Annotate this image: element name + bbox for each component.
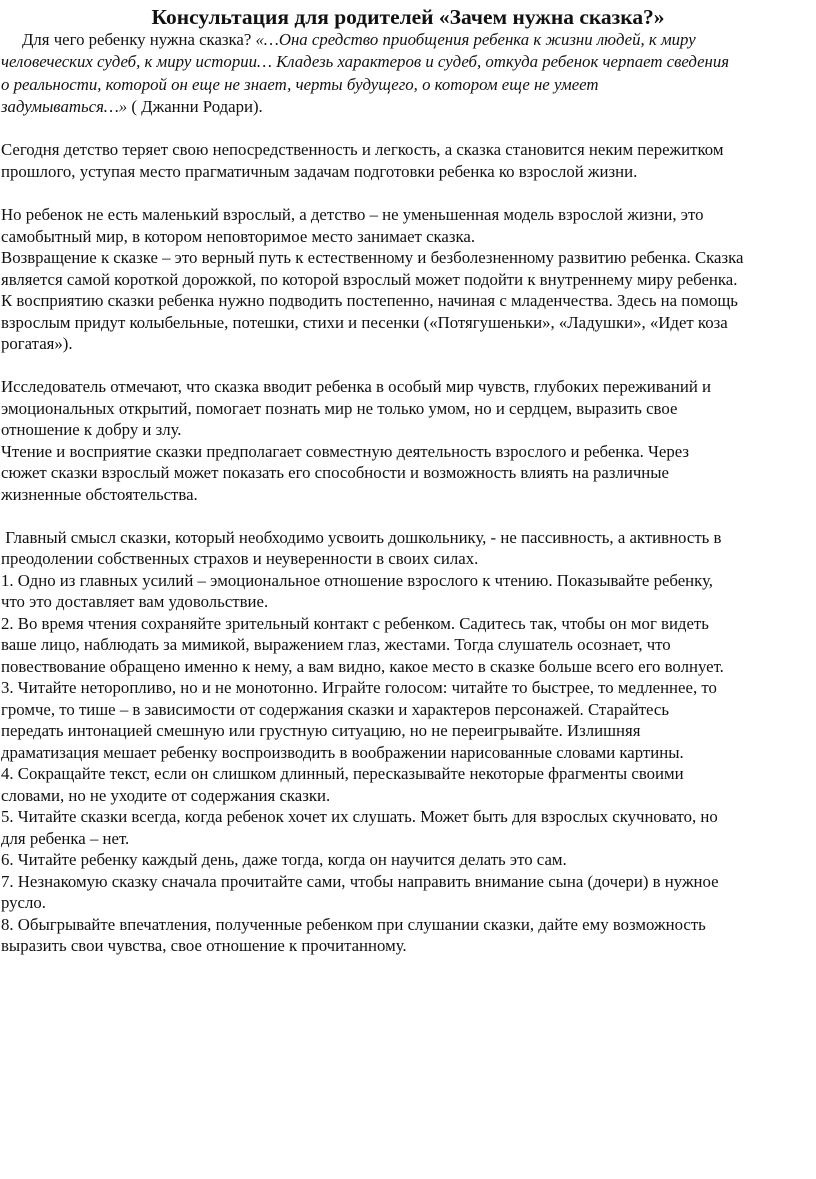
list-item: 8. Обыгрывайте впечатления, полученные ребенком при слушании сказки, дайте ему возможность — [1, 915, 706, 934]
list-item: 6. Читайте ребенку каждый день, даже тогда, когда он научится делать это сам. — [1, 850, 567, 869]
list-item-cont: для ребенка – нет. — [1, 829, 130, 848]
list-item: 2. Во время чтения сохраняйте зрительный контакт с ребенком. Садитесь так, чтобы он мог видеть — [1, 614, 709, 633]
list-item-cont: передать интонацией смешную или грустную ситуацию, но не переигрывайте. Излишняя — [1, 721, 641, 740]
list-item: 7. Незнакомую сказку сначала прочитайте сами, чтобы направить внимание сына (дочери) в нужное — [1, 872, 719, 891]
text-line: Исследователь отмечают, что сказка вводит ребенка в особый мир чувств, глубоких переживаний и — [1, 377, 712, 396]
text-line: Главный смысл сказки, который необходимо усвоить дошкольнику, - не пассивность, а активность в — [1, 528, 722, 547]
text-line: взрослым придут колыбельные, потешки, стихи и песенки («Потягушеньки», «Ладушки», «Идет коза — [1, 313, 728, 332]
list-item-cont: драматизация мешает ребенку воспроизводить в воображении нарисованные словами картины. — [1, 743, 684, 762]
text-line: является самой короткой дорожкой, по которой взрослый может подойти к внутреннему миру ребенка. — [1, 270, 738, 289]
text-line: самобытный мир, в котором неповторимое место занимает сказка. — [1, 227, 476, 246]
list-item: 5. Читайте сказки всегда, когда ребенок хочет их слушать. Может быть для взрослых скучновато, но — [1, 807, 718, 826]
intro-line-2: человеческих судеб, к миру истории… Кладезь характеров и судеб, откуда ребенок черпает сведения — [1, 52, 730, 71]
intro-question: Для чего ребенку нужна сказка? — [1, 30, 256, 49]
text-line: сюжет сказки взрослый может показать его способности и возможность влиять на различные — [1, 463, 669, 482]
text-line: преодолении собственных страхов и неуверенности в своих силах. — [1, 549, 479, 568]
text-line: Но ребенок не есть маленький взрослый, а детство – не уменьшенная модель взрослой жизни, это — [1, 205, 704, 224]
intro-line-1 — [1, 29, 696, 51]
text-line: К восприятию сказки ребенка нужно подводить постепенно, начиная с младенчества. Здесь на помощь — [1, 291, 738, 310]
text-line: Сегодня детство теряет свою непосредственность и легкость, а сказка становится неким пережитком — [1, 140, 724, 159]
intro-author: ( Джанни Родари). — [127, 97, 263, 116]
text-line: Возвращение к сказке – это верный путь к естественному и безболезненному развитию ребенка. Сказка — [1, 248, 744, 267]
intro-quote-start: «…Она средство приобщения ребенка к жизни людей, к миру — [255, 30, 696, 49]
list-item-cont: словами, но не уходите от содержания сказки. — [1, 786, 331, 805]
intro-line-4 — [1, 96, 263, 118]
list-item-cont: громче, то тише – в зависимости от содержания сказки и характеров персонажей. Старайтесь — [1, 700, 670, 719]
text-line: рогатая»). — [1, 334, 73, 353]
page-title: Консультация для родителей «Зачем нужна сказка?» — [151, 5, 665, 29]
list-item-cont: что это доставляет вам удовольствие. — [1, 592, 269, 611]
list-item: 1. Одно из главных усилий – эмоциональное отношение взрослого к чтению. Показывайте ребенку, — [1, 571, 713, 590]
text-line: отношение к добру и злу. — [1, 420, 182, 439]
intro-line-3: о реальности, которой он еще не знает, черты будущего, о котором еще не умеет — [1, 75, 599, 94]
list-item-cont: ваше лицо, наблюдать за мимикой, выражением глаз, жестами. Тогда слушатель осознает, что — [1, 635, 671, 654]
text-line: жизненные обстоятельства. — [1, 485, 198, 504]
list-item: 3. Читайте неторопливо, но и не монотонно. Играйте голосом: читайте то быстрее, то медленнее, то — [1, 678, 717, 697]
text-line: эмоциональных открытий, помогает познать мир не только умом, но и сердцем, выразить свое — [1, 399, 678, 418]
text-line: Чтение и восприятие сказки предполагает совместную деятельность взрослого и ребенка. Через — [1, 442, 690, 461]
intro-quote-end: задумываться…» — [1, 97, 128, 116]
list-item: 4. Сокращайте текст, если он слишком длинный, пересказывайте некоторые фрагменты своими — [1, 764, 684, 783]
list-item-cont: повествование обращено именно к нему, а вам видно, какое место в сказке больше всего его волнует. — [1, 657, 724, 676]
list-item-cont: русло. — [1, 893, 46, 912]
list-item-cont: выразить свои чувства, свое отношение к прочитанному. — [1, 936, 407, 955]
text-line: прошлого, уступая место прагматичным задачам подготовки ребенка ко взрослой жизни. — [1, 162, 638, 181]
